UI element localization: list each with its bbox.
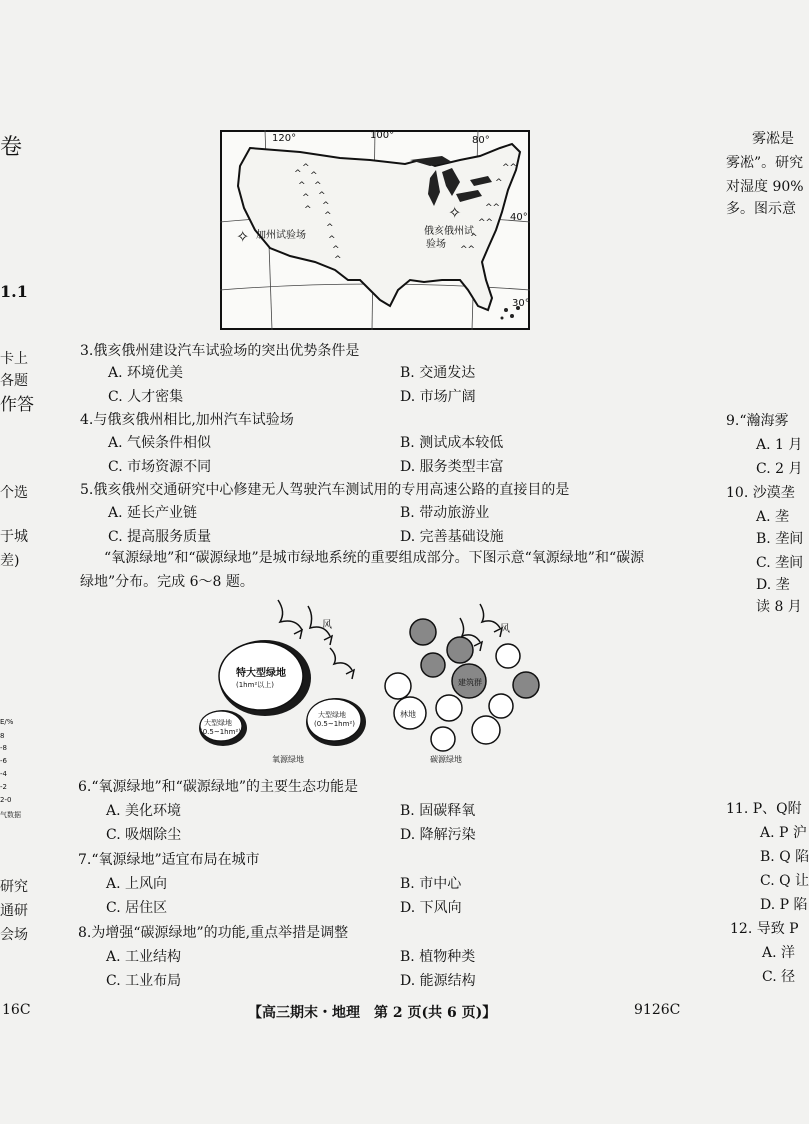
lg-green-space-label-1: 大型绿地	[204, 719, 232, 727]
svg-text:^: ^	[326, 223, 334, 233]
question-8-stem: 8.为增强“碳源绿地”的功能,重点举措是调整	[78, 925, 349, 941]
svg-text:^^: ^^	[460, 245, 476, 255]
right-edge-text-18: 12. 导致 P	[730, 921, 799, 937]
question-3-stem: 3.俄亥俄州建设汽车试验场的突出优势条件是	[80, 343, 360, 359]
left-edge-text-8: E/%	[0, 718, 14, 726]
left-edge-text-10: -8	[0, 744, 7, 752]
svg-text:^: ^	[302, 163, 310, 173]
building-cluster-label: 建筑群	[458, 678, 482, 687]
left-edge-text-2: 卡上	[0, 351, 28, 367]
lat-label-30: 30°	[512, 298, 530, 309]
carbon-caption: 碳源绿地	[430, 755, 462, 764]
svg-text:^^: ^^	[478, 218, 494, 228]
left-edge-text-9: 8	[0, 732, 5, 740]
question-6-option-b[interactable]: B. 固碳释氧	[400, 803, 476, 819]
question-5-option-d[interactable]: D. 完善基础设施	[400, 529, 504, 545]
right-edge-text-3: 多。图示意	[726, 201, 796, 217]
lat-label-40: 40°	[510, 212, 528, 223]
left-edge-text-18: 会场	[0, 927, 28, 943]
right-edge-text-6: C. 2 月	[756, 461, 803, 477]
california-label: 加州试验场	[256, 230, 306, 241]
question-4-stem: 4.与俄亥俄州相比,加州汽车试验场	[80, 412, 294, 428]
svg-text:^: ^	[495, 178, 503, 188]
right-edge-text-9: B. 垄间	[756, 531, 804, 547]
right-edge-text-16: C. Q 让	[760, 873, 809, 889]
xl-green-space-label-1: 特大型绿地	[236, 668, 286, 679]
left-edge-text-17: 通研	[0, 903, 28, 919]
ohio-label-line2: 验场	[426, 239, 446, 250]
oxygen-wind-label: 风	[322, 620, 332, 631]
question-5-stem: 5.俄亥俄州交通研究中心修建无人驾驶汽车测试用的专用高速公路的直接目的是	[80, 482, 570, 498]
right-edge-text-4: 9.“瀚海雾	[726, 413, 789, 429]
svg-text:^: ^	[322, 201, 330, 211]
svg-text:^: ^	[334, 255, 342, 265]
question-4-option-a[interactable]: A. 气候条件相似	[108, 435, 212, 451]
question-7-option-c[interactable]: C. 居住区	[106, 900, 168, 916]
question-7-stem: 7.“氧源绿地”适宜布局在城市	[78, 852, 260, 868]
california-star-icon: ✧	[236, 227, 250, 246]
footer-page-info: 【高三期末・地理 第 2 页(共 6 页)】	[248, 1005, 497, 1021]
lon-label-100: 100°	[370, 130, 395, 141]
question-6-stem: 6.“氧源绿地”和“碳源绿地”的主要生态功能是	[78, 779, 358, 795]
right-edge-text-2: 对湿度 90%	[726, 179, 804, 195]
question-6-option-c[interactable]: C. 吸烟除尘	[106, 827, 182, 843]
right-edge-text-17: D. P 陷	[760, 897, 808, 913]
svg-text:^^: ^^	[485, 203, 501, 213]
footer-left-code: 16C	[2, 1002, 31, 1018]
ohio-label-line1: 俄亥俄州试	[424, 226, 474, 237]
left-edge-text-3: 各题	[0, 373, 28, 389]
svg-text:^: ^	[324, 211, 332, 221]
question-8-option-b[interactable]: B. 植物种类	[400, 949, 476, 965]
left-edge-text-0: 卷	[0, 135, 23, 160]
question-3-option-a[interactable]: A. 环境优美	[108, 365, 184, 381]
question-5-option-b[interactable]: B. 带动旅游业	[400, 505, 490, 521]
left-edge-text-4: 作答	[0, 395, 34, 415]
question-7-option-d[interactable]: D. 下风向	[400, 900, 462, 916]
question-3-option-d[interactable]: D. 市场广阔	[400, 389, 476, 405]
lon-label-120: 120°	[272, 133, 297, 144]
left-edge-text-5: 个选	[0, 485, 28, 501]
left-edge-text-6: 于城	[0, 529, 28, 545]
question-5-option-a[interactable]: A. 延长产业链	[108, 505, 198, 521]
ohio-star-icon: ✧	[448, 203, 462, 222]
svg-text:^: ^	[328, 235, 336, 245]
svg-text:^^: ^^	[502, 163, 518, 173]
left-edge-text-15: 气数据	[0, 811, 21, 819]
md-green-space-label-1: 大型绿地	[318, 711, 346, 719]
question-8-option-a[interactable]: A. 工业结构	[106, 949, 182, 965]
question-4-option-b[interactable]: B. 测试成本较低	[400, 435, 504, 451]
question-7-option-b[interactable]: B. 市中心	[400, 876, 462, 892]
oxygen-caption: 氧源绿地	[272, 755, 304, 764]
svg-text:^: ^	[318, 191, 326, 201]
right-edge-text-10: C. 垄间	[756, 555, 804, 571]
right-edge-text-5: A. 1 月	[756, 437, 803, 453]
green-space-figure	[190, 598, 550, 768]
svg-text:^: ^	[298, 181, 306, 191]
right-edge-text-13: 11. P、Q附	[726, 801, 802, 817]
question-7-option-a[interactable]: A. 上风向	[106, 876, 168, 892]
question-4-option-d[interactable]: D. 服务类型丰富	[400, 459, 504, 475]
right-edge-text-20: C. 径	[762, 969, 796, 985]
question-3-option-b[interactable]: B. 交通发达	[400, 365, 476, 381]
right-edge-text-7: 10. 沙漠垄	[726, 485, 795, 501]
left-edge-text-13: -2	[0, 783, 7, 791]
left-edge-text-12: -4	[0, 770, 7, 778]
left-edge-text-14: 2-0	[0, 796, 12, 804]
left-edge-text-7: 差)	[0, 553, 20, 569]
intro-line-1: “氧源绿地”和“碳源绿地”是城市绿地系统的重要组成部分。下图示意“氧源绿地”和“碳源	[104, 550, 645, 566]
right-edge-text-12: 读 8 月	[756, 599, 802, 615]
forest-label: 林地	[400, 710, 416, 719]
lon-label-80: 80°	[472, 135, 490, 146]
svg-text:^: ^	[302, 193, 310, 203]
question-3-option-c[interactable]: C. 人才密集	[108, 389, 184, 405]
carbon-wind-label: 风	[500, 624, 510, 635]
right-edge-text-15: B. Q 陷	[760, 849, 809, 865]
svg-text:^: ^	[304, 205, 312, 215]
question-6-option-a[interactable]: A. 美化环境	[106, 803, 182, 819]
svg-text:^: ^	[470, 233, 478, 243]
question-4-option-c[interactable]: C. 市场资源不同	[108, 459, 212, 475]
intro-line-2: 绿地”分布。完成 6～8 题。	[80, 574, 254, 590]
right-edge-text-14: A. P 沪	[760, 825, 807, 841]
footer-right-code: 9126C	[634, 1002, 681, 1018]
left-edge-text-16: 研究	[0, 879, 28, 895]
lg-green-space-label-2: (0.5~1hm²)	[200, 728, 241, 736]
svg-text:^: ^	[314, 181, 322, 191]
question-6-option-d[interactable]: D. 降解污染	[400, 827, 476, 843]
right-edge-text-1: 雾凇”。研究	[726, 155, 804, 171]
svg-text:^: ^	[294, 169, 302, 179]
svg-text:^: ^	[310, 171, 318, 181]
left-edge-text-1: 1.1	[0, 282, 28, 301]
question-8-option-c[interactable]: C. 工业布局	[106, 973, 182, 989]
right-edge-text-19: A. 洋	[762, 945, 796, 961]
question-5-option-c[interactable]: C. 提高服务质量	[108, 529, 212, 545]
md-green-space-label-2: (0.5~1hm²)	[314, 720, 355, 728]
left-edge-text-11: -6	[0, 757, 7, 765]
svg-text:^: ^	[332, 245, 340, 255]
question-8-option-d[interactable]: D. 能源结构	[400, 973, 476, 989]
xl-green-space-label-2: (1hm²以上)	[236, 681, 274, 689]
right-edge-text-11: D. 垄	[756, 577, 790, 593]
right-edge-text-0: 雾凇是	[752, 131, 794, 147]
right-edge-text-8: A. 垄	[756, 509, 790, 525]
us-map	[220, 130, 530, 330]
